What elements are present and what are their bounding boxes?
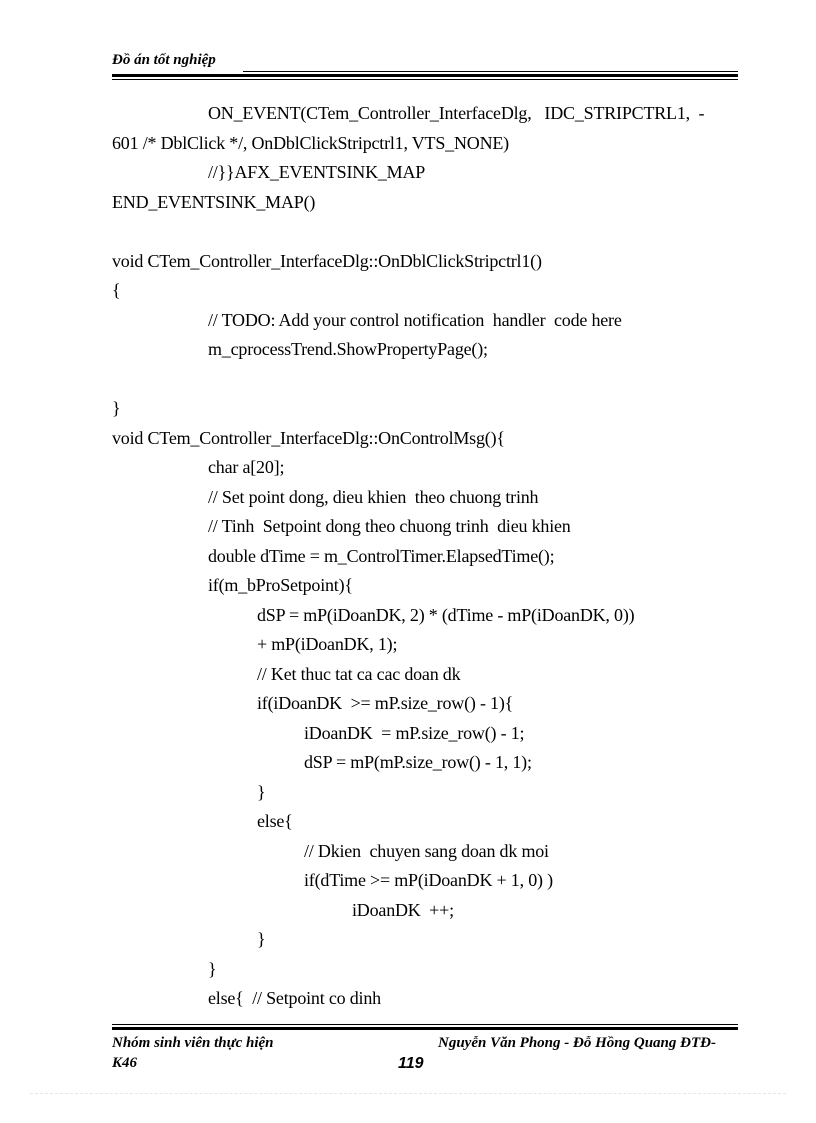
footer-authors: Nguyễn Văn Phong - Đỗ Hồng Quang ĐTĐ- [438, 1035, 716, 1051]
footer-rule-thick [112, 1027, 738, 1030]
code-line: if(iDoanDK >= mP.size_row() - 1){ [257, 693, 514, 713]
code-line: { [112, 280, 121, 300]
code-line: dSP = mP(mP.size_row() - 1, 1); [304, 752, 532, 772]
header-title: Đồ án tốt nghiệp [112, 52, 216, 68]
code-line: } [257, 782, 266, 802]
code-line: + mP(iDoanDK, 1); [257, 634, 398, 654]
code-line: // Tinh Setpoint dong theo chuong trinh dieu khien [208, 516, 571, 536]
footer-class-label: K46 [112, 1055, 138, 1071]
code-line: } [112, 398, 121, 418]
code-line: //}}AFX_EVENTSINK_MAP [208, 162, 426, 182]
code-line: ON_EVENT(CTem_Controller_InterfaceDlg, IDC_STRIPCTRL1, - [208, 103, 705, 123]
code-line: iDoanDK ++; [352, 900, 454, 920]
footer-rule-thin [112, 1024, 738, 1025]
code-line: else{ // Setpoint co dinh [208, 988, 381, 1008]
code-line: void CTem_Controller_InterfaceDlg::OnDblClickStripctrl1() [112, 251, 542, 271]
code-line: } [257, 929, 266, 949]
page-bottom-divider [30, 1093, 786, 1094]
code-line: iDoanDK = mP.size_row() - 1; [304, 723, 525, 743]
code-line: // Set point dong, dieu khien theo chuong trinh [208, 487, 539, 507]
code-line: 601 /* DblClick */, OnDblClickStripctrl1, VTS_NONE) [112, 133, 509, 153]
header-rule-thin [112, 79, 738, 80]
footer-group-label: Nhóm sinh viên thực hiện [112, 1035, 274, 1051]
code-line: // Ket thuc tat ca cac doan dk [257, 664, 461, 684]
code-line: // TODO: Add your control notification handler code here [208, 310, 622, 330]
code-line: dSP = mP(iDoanDK, 2) * (dTime - mP(iDoanDK, 0)) [257, 605, 635, 625]
header-rule-thick [112, 74, 738, 77]
code-line: char a[20]; [208, 457, 285, 477]
code-line: double dTime = m_ControlTimer.ElapsedTime(); [208, 546, 555, 566]
code-line: END_EVENTSINK_MAP() [112, 192, 316, 212]
code-line: void CTem_Controller_InterfaceDlg::OnControlMsg(){ [112, 428, 505, 448]
code-line: // Dkien chuyen sang doan dk moi [304, 841, 549, 861]
header-rule-top [243, 71, 738, 72]
code-line: if(m_bProSetpoint){ [208, 575, 353, 595]
code-line: } [208, 959, 217, 979]
page-number: 119 [398, 1055, 424, 1072]
code-line: if(dTime >= mP(iDoanDK + 1, 0) ) [304, 870, 553, 890]
code-line: else{ [257, 811, 293, 831]
code-line: m_cprocessTrend.ShowPropertyPage(); [208, 339, 488, 359]
